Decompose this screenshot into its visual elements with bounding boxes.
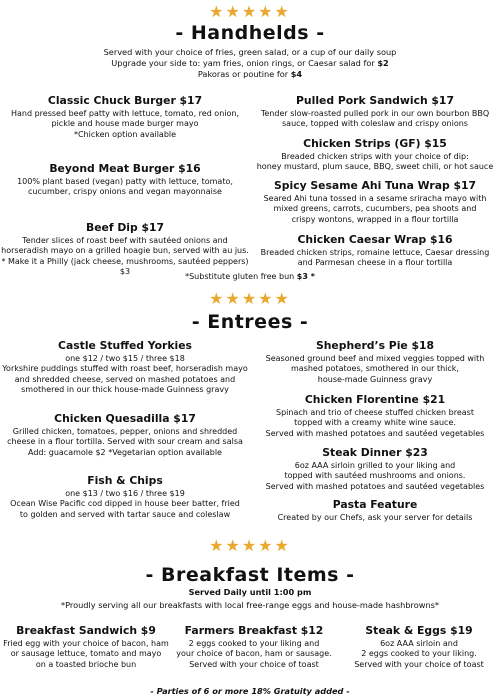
item-name: Chicken Strips (GF) $15: [303, 137, 447, 150]
item-description: Tender slow-roasted pulled pork in our own bourbon BBQ sauce, topped with coleslaw and crispy onions: [260, 109, 490, 129]
breakfast-title: - Breakfast Items -: [145, 564, 355, 586]
menu-item-steak-dinner: [252, 446, 498, 492]
handhelds-intro-upgrade: Upgrade your side to: yam fries, onion rings, or Caesar salad for $2: [111, 58, 389, 68]
item-description: Spinach and trio of cheese stuffed chicken breast topped with a creamy white wine sauce. Served with mashed potatoes and sautéed vegetables: [265, 408, 485, 438]
item-name: Pulled Pork Sandwich $17: [296, 94, 454, 107]
menu-item-classic-chuck-burger: [2, 94, 248, 140]
breakfast-served-hours: Served Daily until 1:00 pm: [188, 587, 312, 597]
menu-item-farmers-breakfast: [168, 624, 340, 670]
item-description: 2 eggs cooked to your liking and your choice of bacon, ham or sausage. Served with your choice of toast: [176, 639, 332, 669]
item-description: 6oz AAA sirloin grilled to your liking and topped with sautéed mushrooms and onions. Served with mashed potatoes and sautéed vegetables: [265, 461, 485, 491]
handhelds-intro-sides: Served with your choice of fries, green salad, or a cup of our daily soup: [103, 47, 397, 57]
stars-decoration: ★★★★★: [209, 289, 291, 308]
menu-item-pasta-feature: [252, 498, 498, 523]
item-name: Spicy Sesame Ahi Tuna Wrap $17: [274, 179, 476, 192]
item-name: Farmers Breakfast $12: [184, 624, 324, 637]
item-description: Created by our Chefs, ask your server for details: [277, 513, 473, 522]
item-name: Pasta Feature: [332, 498, 418, 511]
menu-item-chicken-strips: [252, 137, 498, 173]
item-description: Grilled chicken, tomatoes, pepper, onions and shredded cheese in a flour tortilla. Served with sour cream and salsa Add: guacamole $2 *Vegetarian option available: [7, 427, 243, 457]
menu-item-breakfast-sandwich: [0, 624, 172, 670]
entrees-title: - Entrees -: [191, 311, 309, 333]
item-name: Chicken Florentine $21: [304, 393, 446, 406]
item-description: Breaded chicken strips with your choice of dip: honey mustard, plum sauce, BBQ, sweet chili, or hot sauce: [256, 152, 494, 172]
menu-item-chicken-caesar-wrap: [252, 233, 498, 269]
item-name: Steak & Eggs $19: [365, 624, 473, 637]
menu-item-castle-stuffed-yorkies: [2, 339, 248, 396]
menu-item-chicken-florentine: [252, 393, 498, 439]
item-description: 6oz AAA sirloin and 2 eggs cooked to your liking. Served with your choice of toast: [354, 639, 484, 669]
breakfast-eggs-note: *Proudly serving all our breakfasts with local free-range eggs and house-made hashbrowns*: [61, 600, 439, 610]
handhelds-intro-pakoras: Pakoras or poutine for $4: [197, 69, 303, 79]
item-description: Seasoned ground beef and mixed veggies topped with mashed potatoes, smothered in our thick, house-made Guinness gravy: [265, 354, 485, 384]
menu-item-shepherds-pie: [252, 339, 498, 385]
item-name: Classic Chuck Burger $17: [47, 94, 203, 107]
item-description: 100% plant based (vegan) patty with lettuce, tomato, cucumber, crispy onions and vegan mayonnaise: [17, 177, 233, 197]
item-name: Breakfast Sandwich $9: [16, 624, 156, 637]
item-name: Beyond Meat Burger $16: [49, 162, 201, 175]
menu-item-chicken-quesadilla: [2, 412, 248, 458]
item-name: Fish & Chips: [87, 474, 163, 487]
item-description: Hand pressed beef patty with lettuce, tomato, red onion, pickle and house made burger mayo: [10, 109, 240, 129]
gluten-free-note: *Substitute gluten free bun $3 *: [185, 272, 315, 281]
gratuity-note: - Parties of 6 or more 18% Gratuity added -: [150, 686, 350, 696]
item-name: Beef Dip $17: [85, 221, 165, 234]
item-name: Castle Stuffed Yorkies: [58, 339, 192, 352]
menu-item-pulled-pork-sandwich: [252, 94, 498, 130]
handhelds-title: - Handhelds -: [175, 22, 325, 44]
item-description: Tender slices of roast beef with sautéed onions and horseradish mayo on a grilled hoagie bun, served with au jus. * Make it a Philly (jack cheese, mushrooms, sautéed peppers) $3: [1, 236, 249, 277]
menu-item-ahi-tuna-wrap: [252, 179, 498, 225]
item-name: Shepherd’s Pie $18: [315, 339, 435, 352]
item-description: one $12 / two $15 / three $18 Yorkshire puddings stuffed with roast beef, horseradish mayo and shredded cheese, served on mashed potatoes and smothered in our thick house-made Guinness gravy: [2, 354, 248, 395]
stars-decoration: ★★★★★: [209, 536, 291, 555]
menu-item-fish-and-chips: [2, 474, 248, 520]
stars-decoration: ★★★★★: [209, 2, 291, 21]
item-description: Fried egg with your choice of bacon, ham or sausage lettuce, tomato and mayo on a toasted brioche bun: [3, 639, 169, 669]
menu-item-beef-dip: [0, 221, 250, 278]
item-name: Chicken Quesadilla $17: [54, 412, 196, 425]
item-name: Chicken Caesar Wrap $16: [297, 233, 453, 246]
item-option: *Chicken option available: [73, 129, 177, 139]
menu-item-beyond-meat-burger: [2, 162, 248, 198]
item-description: Seared Ahi tuna tossed in a sesame sriracha mayo with mixed greens, carrots, cucumbers, pea shoots and crispy wontons, wrapped in a flour tortilla: [263, 194, 487, 224]
item-description: one $13 / two $16 / three $19 Ocean Wise Pacific cod dipped in house beer batter, fried to golden and served with tartar sauce and coleslaw: [10, 489, 240, 519]
item-description: Breaded chicken strips, romaine lettuce, Caesar dressing and Parmesan cheese in a flour tortilla: [260, 248, 490, 268]
menu-item-steak-and-eggs: [338, 624, 500, 670]
item-name: Steak Dinner $23: [322, 446, 428, 459]
